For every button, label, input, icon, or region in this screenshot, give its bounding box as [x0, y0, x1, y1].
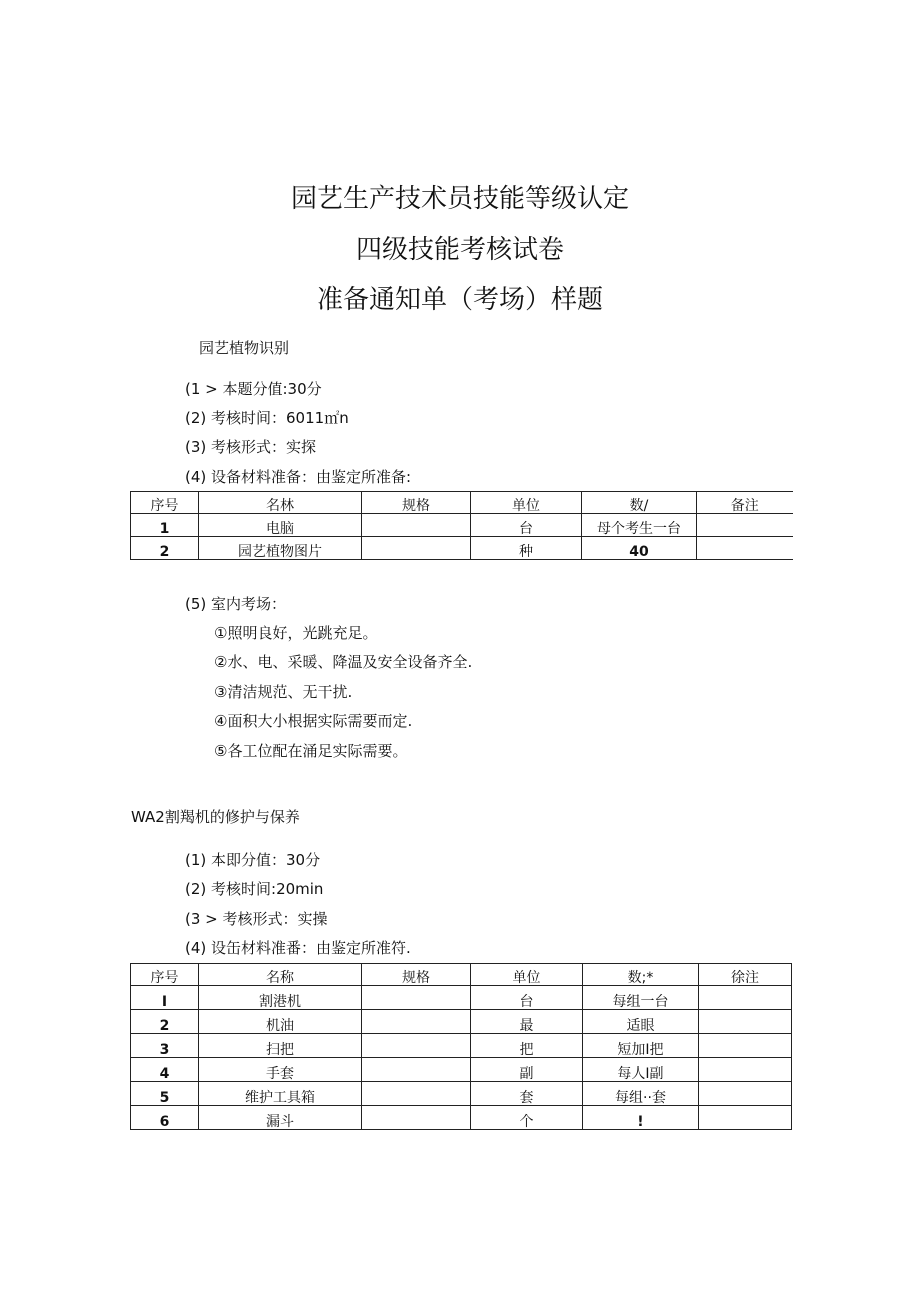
section1-item-time: (2) 考核时间：6011㎡n: [185, 409, 349, 427]
cell-remark: [699, 1106, 792, 1130]
room-point-4: ④面积大小根据实际需要而定.: [214, 712, 413, 730]
cell-quantity: 适眼: [583, 1010, 699, 1034]
room-point-2: ②水、电、采暖、降温及安全设备齐全.: [214, 653, 473, 671]
cell-remark: [697, 514, 793, 537]
cell-unit: 副: [471, 1058, 583, 1082]
cell-name: 扫把: [199, 1034, 362, 1058]
cell-index: 2: [131, 1010, 199, 1034]
cell-index: 4: [131, 1058, 199, 1082]
section1-item-form: (3) 考核形式：实探: [185, 438, 317, 456]
cell-spec: [362, 1058, 471, 1082]
table-row: [131, 537, 793, 560]
cell-index: 2: [131, 537, 199, 560]
header-cell-quantity: 数;*: [583, 964, 699, 986]
cell-quantity: 每人I副: [583, 1058, 699, 1082]
cell-spec: [362, 1034, 471, 1058]
header-cell-name: 名称: [199, 964, 362, 986]
header-cell-spec: 规格: [362, 492, 471, 514]
section1-room-label: (5) 室内考场：: [185, 595, 287, 613]
cell-name: 手套: [199, 1058, 362, 1082]
cell-name: 园艺植物图片: [199, 537, 362, 560]
cell-unit: 台: [471, 986, 583, 1010]
cell-index: 5: [131, 1082, 199, 1106]
cell-index: I: [131, 986, 199, 1010]
section2-item-time: (2) 考核时间:20min: [185, 880, 324, 898]
section1-heading: 园艺植物识别: [199, 339, 290, 357]
section2-heading: WA2割羯机的修护与保养: [131, 808, 300, 826]
header-cell-quantity: 数/: [582, 492, 697, 514]
cell-name: 漏斗: [199, 1106, 362, 1130]
header-cell-unit: 单位: [471, 964, 583, 986]
table-header-row: [131, 492, 793, 514]
cell-quantity: !: [583, 1106, 699, 1130]
document-notice-title: 准备通知单（考场）样题: [316, 285, 603, 315]
room-point-1: ①照明良好，光跳充足。: [214, 624, 378, 642]
table-row: [131, 1058, 792, 1082]
section2-item-form: (3 > 考核形式：实操: [185, 910, 328, 928]
cell-index: 6: [131, 1106, 199, 1130]
header-cell-spec: 规格: [362, 964, 471, 986]
cell-spec: [362, 514, 471, 537]
section2-item-materials: (4) 设缶材料准番：由鉴定所准符.: [185, 939, 411, 957]
cell-quantity: 40: [582, 537, 697, 560]
cell-name: 电脑: [199, 514, 362, 537]
cell-spec: [362, 537, 471, 560]
cell-index: 3: [131, 1034, 199, 1058]
cell-quantity: 母个考生一台: [582, 514, 697, 537]
table-row: [131, 1010, 792, 1034]
section2-equipment-table: [130, 963, 792, 1130]
cell-remark: [699, 1082, 792, 1106]
section1-item-materials: (4) 设备材料准备：由鉴定所准备:: [185, 468, 412, 486]
table-row: [131, 514, 793, 537]
room-point-3: ③清洁规范、无干扰.: [214, 683, 353, 701]
document-title: 园艺生产技术员技能等级认定: [290, 184, 629, 214]
cell-spec: [362, 1082, 471, 1106]
cell-remark: [699, 1010, 792, 1034]
cell-unit: 最: [471, 1010, 583, 1034]
cell-unit: 套: [471, 1082, 583, 1106]
cell-unit: 种: [471, 537, 582, 560]
header-cell-remark: 徐注: [699, 964, 792, 986]
cell-name: 割港机: [199, 986, 362, 1010]
cell-remark: [699, 1058, 792, 1082]
cell-unit: 个: [471, 1106, 583, 1130]
header-cell-unit: 单位: [471, 492, 582, 514]
cell-unit: 台: [471, 514, 582, 537]
section1-equipment-table: [130, 491, 793, 560]
cell-spec: [362, 1106, 471, 1130]
room-point-5: ⑤各工位配在涌足实际需要。: [214, 742, 408, 760]
cell-quantity: 短加I把: [583, 1034, 699, 1058]
cell-remark: [699, 1034, 792, 1058]
cell-name: 维护工具箱: [199, 1082, 362, 1106]
section1-item-score: (1 > 本题分值:30分: [185, 380, 322, 398]
table-row: [131, 1082, 792, 1106]
header-cell-remark: 备注: [697, 492, 793, 514]
header-cell-name: 名林: [199, 492, 362, 514]
cell-name: 机油: [199, 1010, 362, 1034]
cell-quantity: 每组··套: [583, 1082, 699, 1106]
cell-spec: [362, 1010, 471, 1034]
table-row: [131, 1106, 792, 1130]
section2-item-score: (1) 本即分值：30分: [185, 851, 321, 869]
table-header-row: [131, 964, 792, 986]
cell-spec: [362, 986, 471, 1010]
cell-unit: 把: [471, 1034, 583, 1058]
cell-index: 1: [131, 514, 199, 537]
header-cell-index: 序号: [131, 492, 199, 514]
table-row: [131, 1034, 792, 1058]
cell-quantity: 每组一台: [583, 986, 699, 1010]
header-cell-index: 序号: [131, 964, 199, 986]
cell-remark: [697, 537, 793, 560]
table-row: [131, 986, 792, 1010]
cell-remark: [699, 986, 792, 1010]
document-subtitle: 四级技能考核试卷: [355, 235, 564, 265]
